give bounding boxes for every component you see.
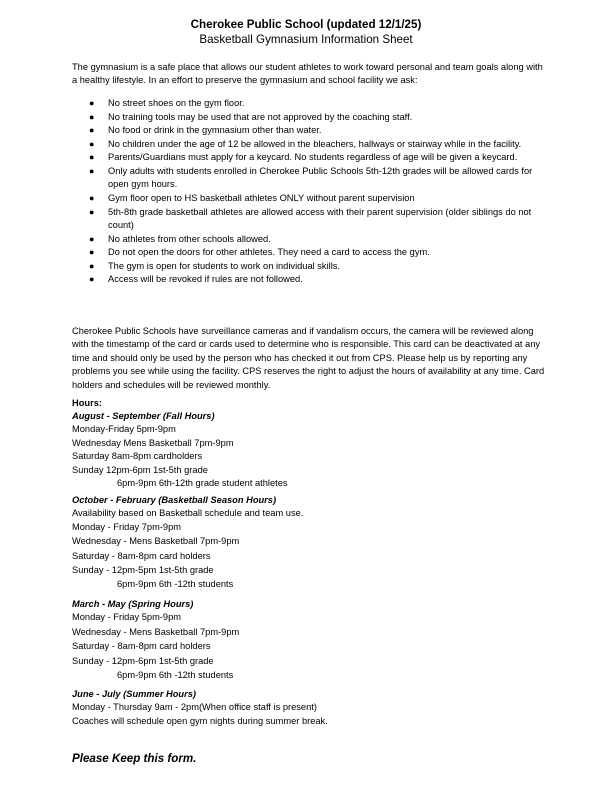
bullet-icon: ● [89,152,95,163]
schedule-line: Availability based on Basketball schedule and team use. [72,508,304,519]
schedule-line: Monday - Thursday 9am - 2pm(When office staff is present) [72,702,317,713]
surveillance-paragraph: Cherokee Public Schools have surveillance cameras and if vandalism occurs, the camera will be reviewed along with the timestamp of the card or cards used to determine who is responsible. This card can be deactivated at any time and should only be used by the person who has checked it out from CPS. Please help us by reporting any problems you see while using the facility. CPS reserves the right to adjust the hours of availability at any time. Card holders and schedules will be reviewed monthly. [72,326,545,390]
schedule-line: Monday - Friday 7pm-9pm [72,521,182,532]
rule-text: No children under the age of 12 be allowed in the bleachers, hallways or stairway while in the facility. [108,138,522,149]
document-subtitle: Basketball Gymnasium Information Sheet [199,33,413,46]
list-item [72,260,548,273]
list-item [72,233,548,246]
schedule-line: Saturday 8am-8pm cardholders [72,451,203,462]
rule-text: No training tools may be used that are not approved by the coaching staff. [108,111,413,122]
winter-hours-section [72,494,542,592]
schedule-line: Wednesday - Mens Basketball 7pm-9pm [72,536,240,547]
fall-hours-title: August - September (Fall Hours) [72,411,215,421]
summer-hours-section [72,688,542,728]
bullet-icon: ● [89,165,95,176]
schedule-line: 6pm-9pm 6th -12th students [117,670,234,681]
spring-hours-section [72,598,542,682]
list-item [72,151,548,164]
bullet-icon: ● [89,274,95,285]
schedule-line: Sunday 12pm-6pm 1st-5th grade [72,464,208,475]
spring-hours-title: March - May (Spring Hours) [72,599,194,609]
list-item [72,206,548,233]
rule-text: Access will be revoked if rules are not followed. [108,274,303,285]
schedule-line: Monday - Friday 5pm-9pm [72,612,182,623]
schedule-line: Sunday - 12pm-6pm 1st-5th grade [72,655,214,666]
rule-text: The gym is open for students to work on individual skills. [108,260,341,271]
bullet-icon: ● [89,192,95,203]
bullet-icon: ● [89,206,95,217]
schedule-line: Saturday - 8am-8pm card holders [72,550,211,561]
bullet-icon: ● [89,247,95,258]
schedule-line: Saturday - 8am-8pm card holders [72,641,211,652]
list-item [72,273,548,286]
summer-hours-title: June - July (Summer Hours) [72,689,196,699]
rules-list [72,97,548,287]
list-item [72,246,548,259]
list-item [72,97,548,110]
document-title: Cherokee Public School (updated 12/1/25) [190,18,422,31]
rule-text: No food or drink in the gymnasium other than water. [108,125,322,136]
schedule-line: Wednesday - Mens Basketball 7pm-9pm [72,626,240,637]
schedule-line: 6pm-9pm 6th-12th grade student athletes [117,478,288,489]
rule-text: No athletes from other schools allowed. [108,233,271,244]
keep-form-note: Please Keep this form. [72,752,197,765]
list-item [72,192,548,205]
bullet-icon: ● [89,260,95,271]
bullet-icon: ● [89,125,95,136]
rule-text: Only adults with students enrolled in Cherokee Public Schools 5th-12th grades will be allowed cards for open gym hours. [108,165,533,190]
list-item [72,138,548,151]
list-item [72,165,548,192]
hours-heading: Hours: [72,398,102,408]
schedule-line: Coaches will schedule open gym nights during summer break. [72,715,328,726]
schedule-line: Wednesday Mens Basketball 7pm-9pm [72,437,234,448]
list-item [72,111,548,124]
bullet-icon: ● [89,111,95,122]
intro-paragraph: The gymnasium is a safe place that allows our student athletes to work toward personal and team goals along with a healthy lifestyle. In an effort to preserve the gymnasium and school facility we ask: [72,62,543,86]
list-item [72,124,548,137]
rule-text: No street shoes on the gym floor. [108,98,245,108]
rule-text: 5th-8th grade basketball athletes are allowed access with their parent supervision (older siblings do not count) [108,206,532,230]
rule-text: Gym floor open to HS basketball athletes ONLY without parent supervision [108,192,415,203]
winter-hours-title: October - February (Basketball Season Hours) [72,495,277,505]
rule-text: Parents/Guardians must apply for a keycard. No students regardless of age will be given a keycard. [108,152,518,163]
rule-text: Do not open the doors for other athletes. They need a card to access the gym. [108,247,430,258]
schedule-line: 6pm-9pm 6th -12th students [117,579,234,590]
fall-hours-section [72,410,542,490]
bullet-icon: ● [89,98,95,108]
bullet-icon: ● [89,233,95,244]
schedule-line: Monday-Friday 5pm-9pm [72,424,176,435]
schedule-line: Sunday - 12pm-5pm 1st-5th grade [72,565,214,576]
bullet-icon: ● [89,138,95,149]
